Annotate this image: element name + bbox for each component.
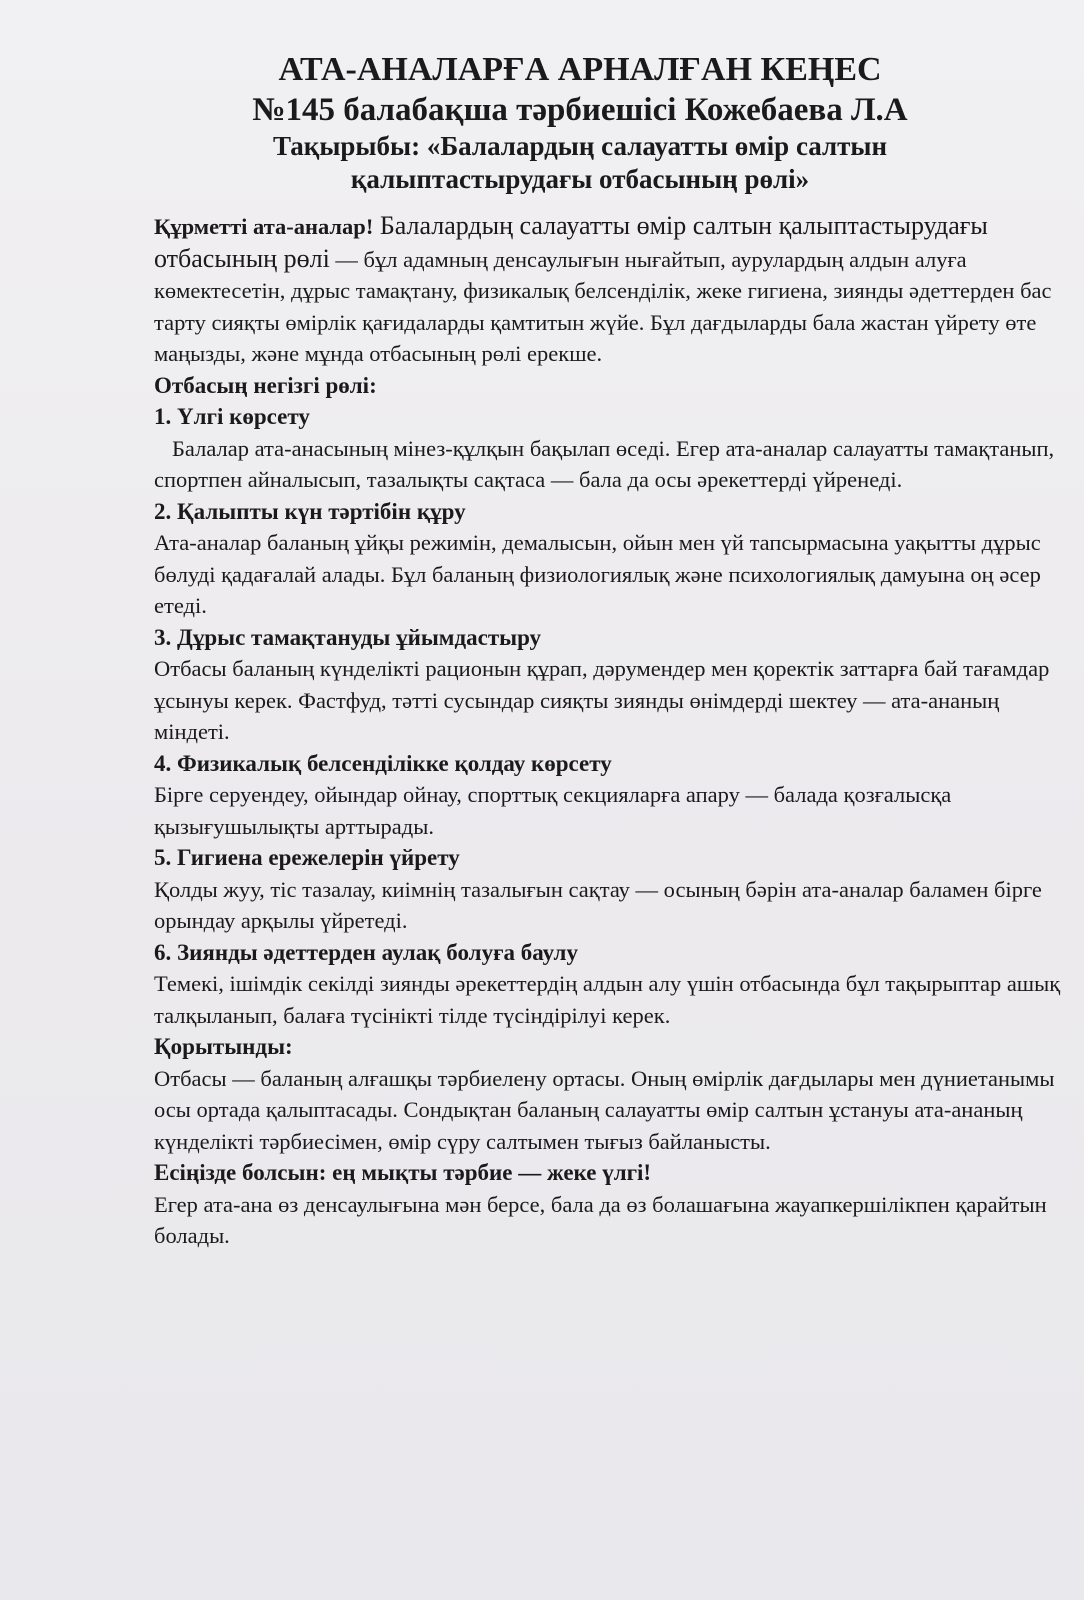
intro-text: — бұл адамның денсаулығын нығайтып, аурулардың алдын алуға көмектесетін, дұрыс тамақтану, физикалық белсенділік, жеке гигиена, зиянды әдеттерден бас тарту сияқты өмірлік қағидаларды қамтитын жүйе. Бұл дағдыларды бала жастан үйрету өте маңызды, және мұнда отбасының рөлі ерекше.	[154, 246, 1052, 366]
author-line: №145 балабақша тәрбиешісі Кожебаева Л.А	[252, 92, 908, 128]
section-2-text: Ата-аналар баланың ұйқы режимін, демалысын, ойын мен үй тапсырмасына уақытты дұрыс бөлуді қадағалай алады. Бұл баланың физиологиялық және психологиялық дамуына оң әсер етеді.	[154, 530, 1041, 618]
remember-heading: Есіңізде болсын: ең мықты тәрбие — жеке үлгі!	[154, 1160, 652, 1185]
section-5-title: 5. Гигиена ережелерін үйрету	[154, 845, 460, 870]
roles-heading: Отбасың негізгі рөлі:	[154, 372, 377, 398]
section-1-title: 1. Үлгі көрсету	[154, 404, 310, 429]
section-6-text: Темекі, ішімдік секілді зиянды әрекеттердің алдын алу үшін отбасында бұл тақырыптар ашық талқыланып, балаға түсінікті тілде түсіндірілуі керек.	[154, 971, 1061, 1028]
section-2-title: 2. Қалыпты күн тәртібін құру	[154, 498, 466, 524]
document-body	[154, 210, 1069, 1252]
intro-lead: Балалардың салауатты өмір салтын қалыптастырудағы отбасының рөлі	[154, 211, 988, 273]
document-title: АТА-АНАЛАРҒА АРНАЛҒАН КЕҢЕС	[278, 51, 882, 88]
section-1-text: Балалар ата-анасының мінез-құлқын бақылап өседі. Егер ата-аналар салауатты тамақтанып, спортпен айналысып, тазалықты сақтаса — бала да осы әрекеттерді үйренеді.	[154, 435, 1055, 492]
document-header	[0, 50, 1084, 196]
section-6-title: 6. Зиянды әдеттерден аулақ болуға баулу	[154, 939, 578, 965]
intro-paragraph	[154, 210, 1069, 370]
greeting: Құрметті ата-аналар!	[154, 214, 374, 239]
section-5-text: Қолды жуу, тіс тазалау, киімнің тазалығын сақтау — осының бәрін ата-аналар баламен бірге орындау арқылы үйретеді.	[154, 876, 1042, 933]
section-3-text: Отбасы баланың күнделікті рационын құрап, дәрумендер мен қоректік заттарға бай тағамдар ұсынуы керек. Фастфуд, тәтті сусындар сияқты зиянды өнімдерді шектеу — ата-ананың міндеті.	[154, 656, 1050, 744]
section-4-title: 4. Физикалық белсенділікке қолдау көрсету	[154, 750, 612, 776]
remember-text: Егер ата-ана өз денсаулығына мән берсе, бала да өз болашағына жауапкершілікпен қарайтын болады.	[154, 1191, 1047, 1248]
conclusion-text: Отбасы — баланың алғашқы тәрбиелену ортасы. Оның өмірлік дағдылары мен дүниетанымы осы ортада қалыптасады. Сондықтан баланың салауатты өмір салтын ұстануы ата-ананың күнделікті тәрбиесімен, өмір сүру салтымен тығыз байланысты.	[154, 1065, 1055, 1154]
section-4-text: Бірге серуендеу, ойындар ойнау, спорттық секцияларға апару — балада қозғалысқа қызығушылықты арттырады.	[154, 782, 952, 839]
section-3-title: 3. Дұрыс тамақтануды ұйымдастыру	[154, 624, 542, 650]
topic-line-1: Тақырыбы: «Балалардың салауатты өмір салтын	[272, 131, 888, 161]
conclusion-heading: Қорытынды:	[154, 1034, 293, 1059]
topic-line-2: қалыптастырудағы отбасының рөлі»	[350, 164, 810, 194]
